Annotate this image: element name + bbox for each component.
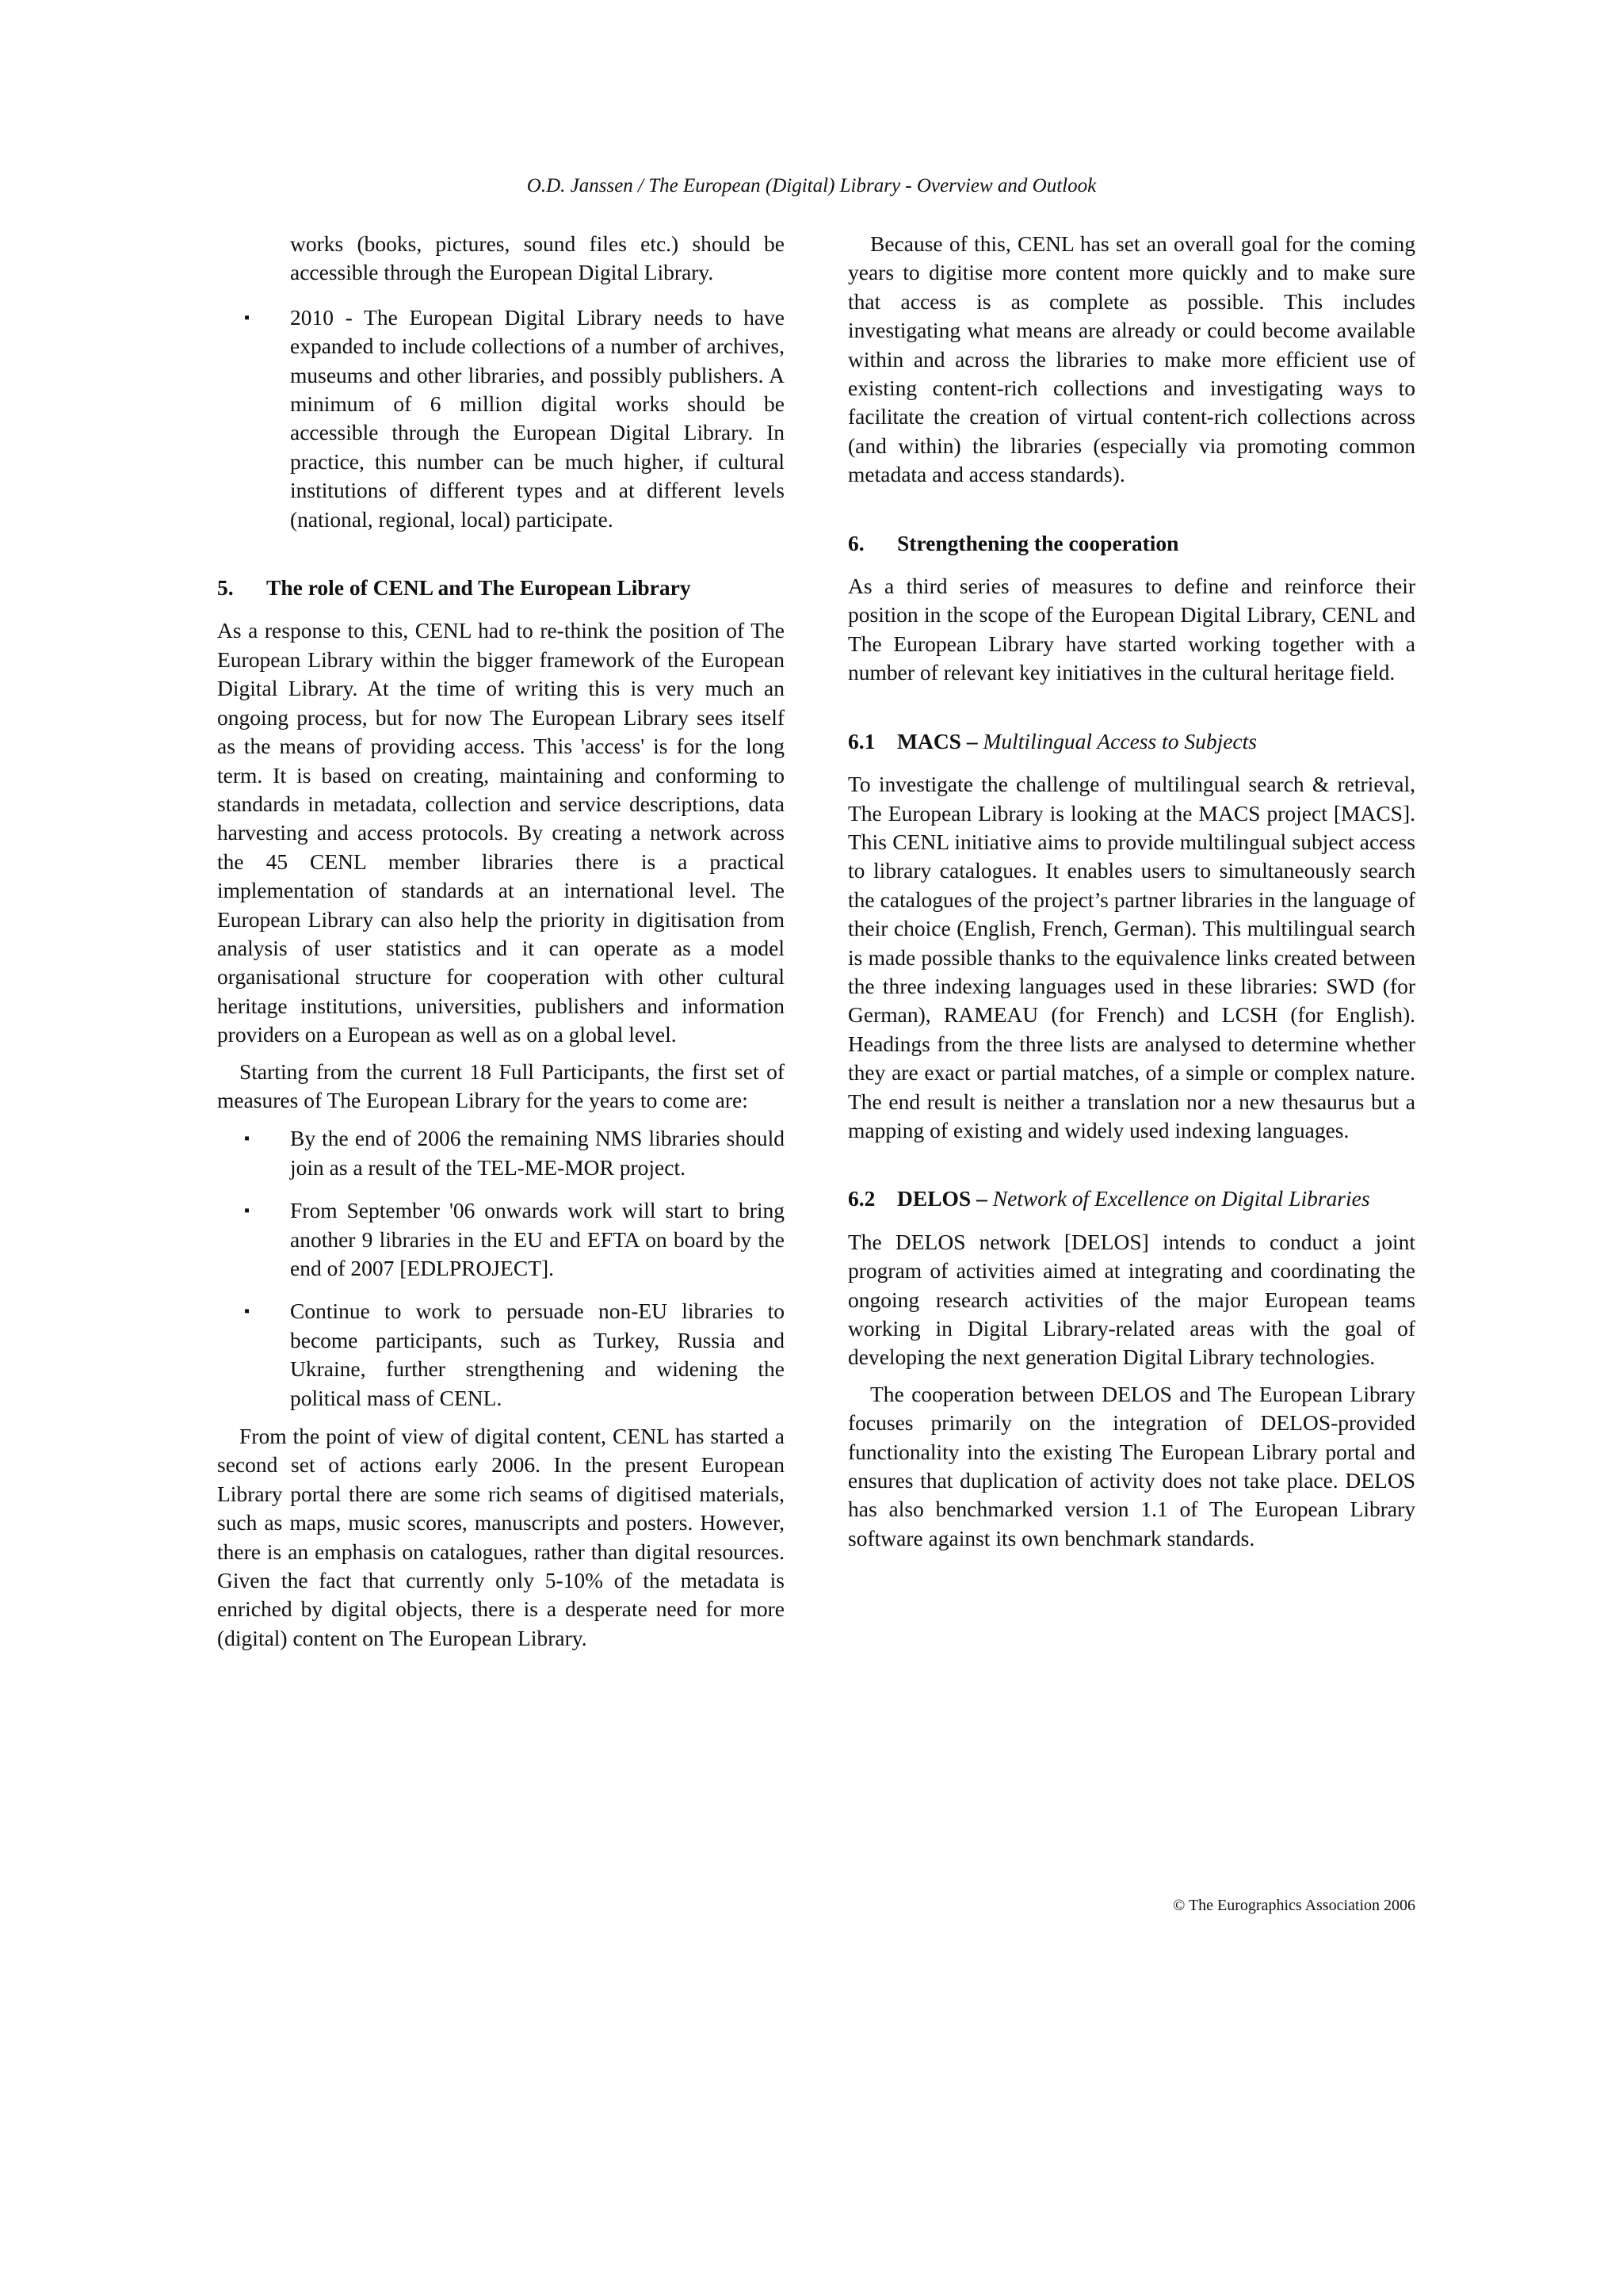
list-item-text: Continue to work to persuade non-EU libraries to become participants, such as Turkey, Russia and Ukraine, further strengthening and widening the political mass of CENL.	[290, 1299, 785, 1410]
paragraph: The DELOS network [DELOS] intends to conduct a joint program of activities aimed at integrating and coordinating the ongoing research activities of the major European teams working in Digital Library-related areas with the goal of developing the next generation Digital Library technologies.	[848, 1229, 1415, 1370]
section-heading-6-2	[848, 1184, 1415, 1213]
list-item	[217, 1297, 785, 1413]
bullet-icon: ▪	[244, 1202, 250, 1220]
section-title: Strengthening the cooperation	[897, 530, 1179, 555]
list-item-text: By the end of 2006 the remaining NMS libraries should join as a result of the TEL-ME-MOR project.	[290, 1126, 785, 1180]
list-item	[217, 1196, 785, 1283]
bullet-list-2010	[217, 303, 785, 534]
section-subtitle: Multilingual Access to Subjects	[983, 728, 1257, 753]
right-column	[848, 230, 1415, 1553]
section-title: The role of CENL and The European Library	[266, 575, 691, 601]
bullet-list-measures	[217, 1124, 785, 1413]
section-number: 6.2	[848, 1186, 876, 1211]
section-subtitle: Network of Excellence on Digital Libraries	[992, 1186, 1370, 1211]
section-number: 5.	[217, 575, 234, 601]
running-header: O.D. Janssen / The European (Digital) Library - Overview and Outlook	[526, 175, 1097, 196]
paragraph: Because of this, CENL has set an overall goal for the coming years to digitise more content more quickly and to make sure that access is as complete as possible. This includes investigating what means are already or could become available within and across the libraries to make more efficient use of existing content-rich collections and investigating ways to facilitate the creation of virtual content-rich collections across (and within) the libraries (especially via promoting common metadata and access standards).	[848, 231, 1415, 487]
section-title: MACS –	[897, 728, 983, 753]
list-item-text: From September '06 onwards work will start to bring another 9 libraries in the EU and EFTA on board by the end of 2007 [EDLPROJECT].	[290, 1198, 785, 1280]
list-item-text: 2010 - The European Digital Library needs to have expanded to include collections of a number of archives, museums and other libraries, and possibly publishers. A minimum of 6 million digital works should be accessible through the European Digital Library. In practice, this number can be much higher, if cultural institutions of different types and at different levels (national, regional, local) participate.	[290, 304, 785, 532]
paragraph: To investigate the challenge of multilingual search & retrieval, The European Library is looking at the MACS project [MACS]. This CENL initiative aims to provide multilingual subject access to library catalogues. It enables users to simultaneously search the catalogues of the project’s partner libraries in the language of their choice (English, French, German). This multilingual search is made possible thanks to the equivalence links created between the three indexing languages used in these libraries: SWD (for German), RAMEAU (for French) and LCSH (for English). Headings from the three lists are analysed to determine whether they are exact or partial matches, of a simple or complex nature. The end result is neither a translation nor a new thesaurus but a mapping of existing and widely used indexing languages.	[848, 772, 1415, 1142]
left-column	[217, 230, 785, 1653]
copyright-notice: © The Eurographics Association 2006	[1173, 1897, 1415, 1914]
bullet-icon: ▪	[244, 1302, 250, 1321]
bullet-icon: ▪	[244, 1130, 250, 1148]
section-title: DELOS –	[897, 1186, 993, 1211]
paragraph: Starting from the current 18 Full Participants, the first set of measures of The European Library for the years to come are:	[217, 1058, 785, 1112]
bullet-continuation: works (books, pictures, sound files etc.) should be accessible through the European Digital Library.	[290, 231, 785, 285]
section-heading-6-1	[848, 727, 1415, 756]
paragraph: As a third series of measures to define and reinforce their position in the scope of the European Digital Library, CENL and The European Library have started working together with a number of relevant key initiatives in the cultural heritage field.	[848, 574, 1415, 685]
list-item	[217, 303, 785, 534]
bullet-icon: ▪	[244, 308, 250, 326]
list-item	[217, 1124, 785, 1182]
section-heading-5	[217, 574, 785, 602]
paragraph: As a response to this, CENL had to re-think the position of The European Library within the bigger framework of the European Digital Library. At the time of writing this is very much an ongoing process, but for now The European Library sees itself as the means of providing access. This 'access' is for the long term. It is based on creating, maintaining and conforming to standards in metadata, collection and service descriptions, data harvesting and access protocols. By creating a network across the 45 CENL member libraries there is a practical implementation of standards at an international level. The European Library can also help the priority in digitisation from analysis of user statistics and it can operate as a model organisational structure for cooperation with other cultural heritage institutions, universities, publishers and information providers on a European as well as on a global level.	[217, 618, 785, 1047]
section-heading-6	[848, 529, 1415, 558]
paragraph: From the point of view of digital content, CENL has started a second set of actions early 2006. In the present European Library portal there are some rich seams of digitised materials, such as maps, music scores, manuscripts and posters. However, there is an emphasis on catalogues, rather than digital resources. Given the fact that currently only 5-10% of the metadata is enriched by digital objects, there is a desperate need for more (digital) content on The European Library.	[217, 1424, 785, 1650]
paragraph: The cooperation between DELOS and The European Library focuses primarily on the integration of DELOS-provided functionality into the existing The European Library portal and ensures that duplication of activity does not take place. DELOS has also benchmarked version 1.1 of The European Library software against its own benchmark standards.	[848, 1381, 1415, 1550]
section-number: 6.	[848, 530, 865, 555]
section-number: 6.1	[848, 728, 876, 753]
